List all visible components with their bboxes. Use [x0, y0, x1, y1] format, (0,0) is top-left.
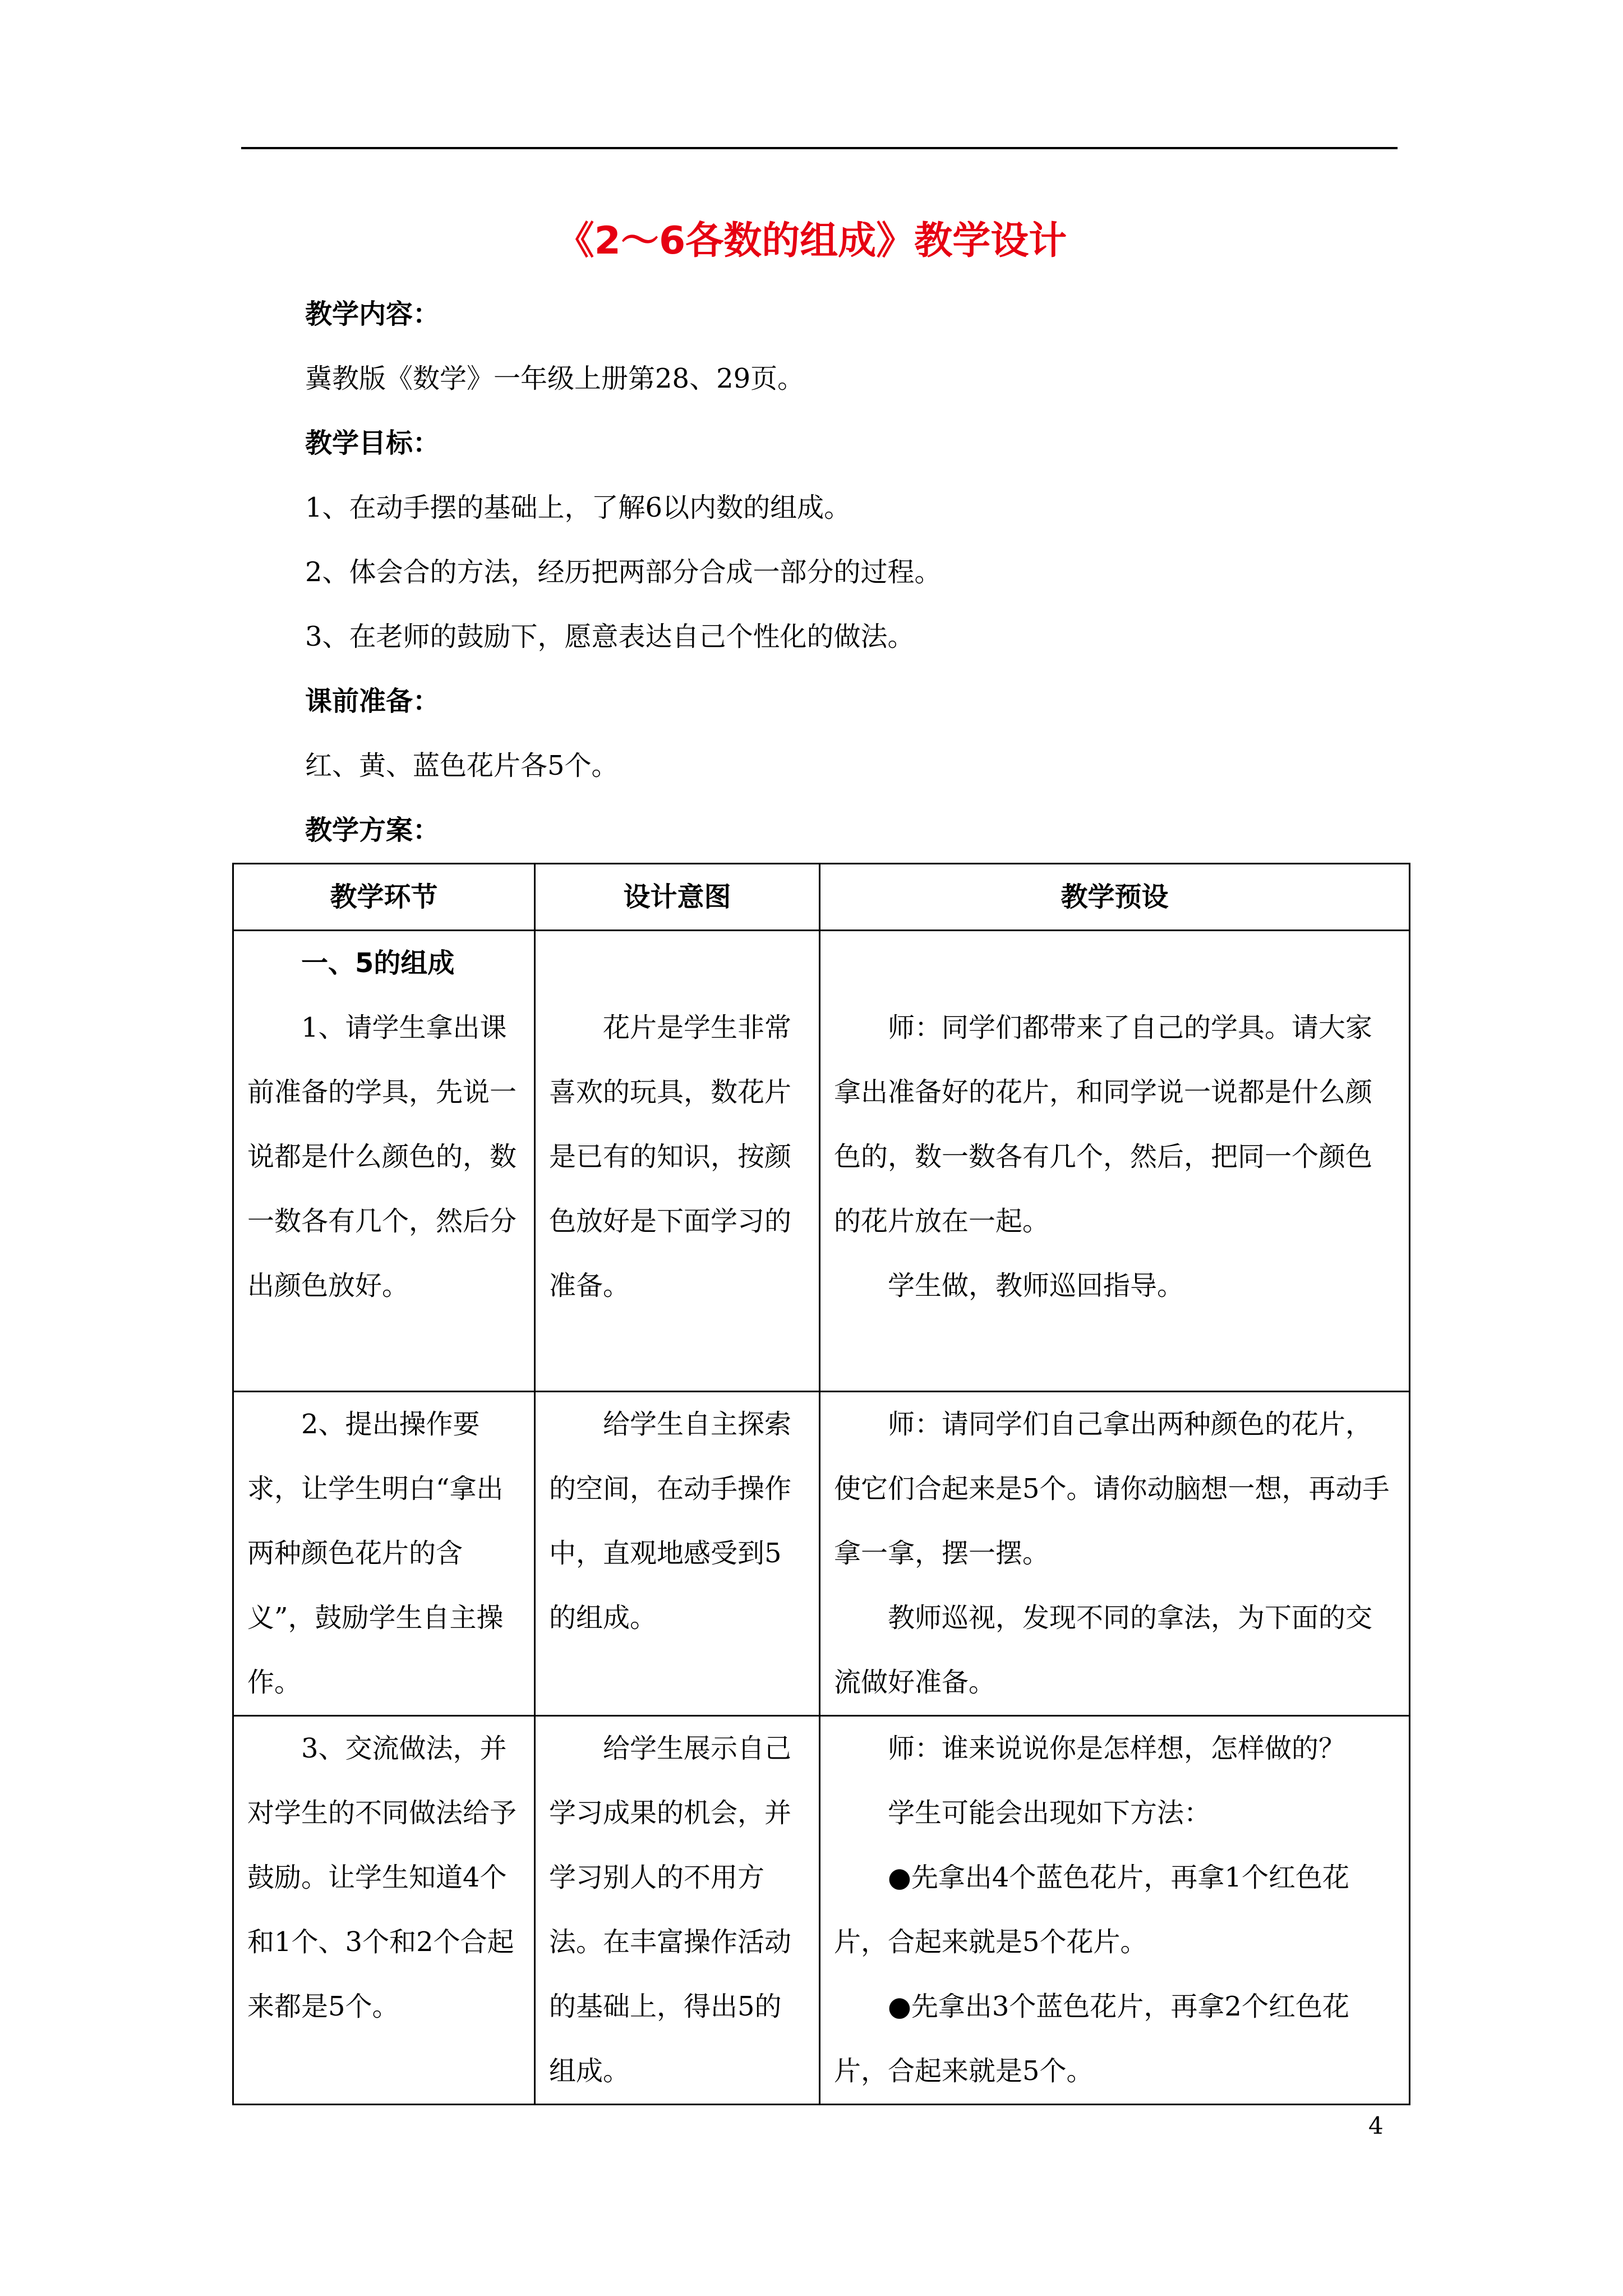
plan-heading: 教学方案： [305, 815, 440, 846]
preset-text: 师：请同学们自己拿出两种颜色的花片，使它们合起来是5个。请你动脑想一想，再动手拿一拿，摆一摆。 [834, 1409, 1390, 1569]
prep-heading: 课前准备： [305, 685, 440, 717]
step-cell [233, 931, 535, 1392]
table-row [233, 931, 1410, 1392]
table-header-row [233, 864, 1410, 931]
preset-text: 学生做，教师巡回指导。 [888, 1270, 1184, 1301]
prep-text: 红、黄、蓝色花片各5个。 [305, 750, 619, 781]
preset-text: 师：同学们都带来了自己的学具。请大家拿出准备好的花片，和同学说一说都是什么颜色的，数一数各有几个，然后，把同一个颜色的花片放在一起。 [834, 1012, 1373, 1237]
page-number: 4 [1368, 2112, 1384, 2139]
content-text: 冀教版《数学》一年级上册第28、29页。 [305, 363, 805, 394]
header-intent: 设计意图 [535, 864, 820, 931]
preset-text: ●先拿出3个蓝色花片，再拿2个红色花片，合起来就是5个。 [834, 1991, 1349, 2087]
preset-cell [820, 931, 1410, 1392]
intent-text: 花片是学生非常喜欢的玩具，数花片是已有的知识，按颜色放好是下面学习的准备。 [549, 1012, 792, 1301]
preset-text: 学生可能会出现如下方法： [888, 1797, 1211, 1829]
section-title: 一、5的组成 [301, 947, 455, 979]
header-rule [241, 147, 1398, 149]
preset-text: 教师巡视，发现不同的拿法，为下面的交流做好准备。 [834, 1602, 1373, 1698]
goals-heading: 教学目标： [305, 427, 440, 459]
table-row [233, 1716, 1410, 2105]
goal-item-2: 2、体会合的方法，经历把两部分合成一部分的过程。 [305, 556, 942, 588]
step-cell [233, 1392, 535, 1716]
step-text: 2、提出操作要求，让学生明白“拿出两种颜色花片的含义”，鼓励学生自主操作。 [247, 1409, 504, 1698]
header-preset: 教学预设 [820, 864, 1410, 931]
goal-item-3: 3、在老师的鼓励下，愿意表达自己个性化的做法。 [305, 621, 915, 652]
page-title: 《2～6各数的组成》教学设计 [556, 219, 1067, 263]
step-text: 1、请学生拿出课前准备的学具，先说一说都是什么颜色的，数一数各有几个，然后分出颜色放好。 [247, 1012, 517, 1301]
goal-item-1: 1、在动手摆的基础上，了解6以内数的组成。 [305, 492, 851, 523]
intent-cell [535, 1716, 820, 2105]
preset-cell [820, 1716, 1410, 2105]
intent-text: 给学生自主探索的空间，在动手操作中，直观地感受到5的组成。 [549, 1409, 792, 1634]
intent-cell [535, 931, 820, 1392]
step-cell [233, 1716, 535, 2105]
preset-text: 师：谁来说说你是怎样想，怎样做的？ [888, 1733, 1346, 1764]
intent-text: 给学生展示自己学习成果的机会，并学习别人的不用方法。在丰富操作活动的基础上，得出5的组成。 [549, 1733, 792, 2087]
preset-text: ●先拿出4个蓝色花片，再拿1个红色花片，合起来就是5个花片。 [834, 1862, 1349, 1958]
lesson-plan-table [232, 863, 1410, 2105]
preset-cell [820, 1392, 1410, 1716]
header-step: 教学环节 [233, 864, 535, 931]
intent-cell [535, 1392, 820, 1716]
content-heading: 教学内容： [305, 298, 440, 330]
step-text: 3、交流做法，并对学生的不同做法给予鼓励。让学生知道4个和1个、3个和2个合起来都是5个。 [247, 1733, 517, 2022]
table-row [233, 1392, 1410, 1716]
